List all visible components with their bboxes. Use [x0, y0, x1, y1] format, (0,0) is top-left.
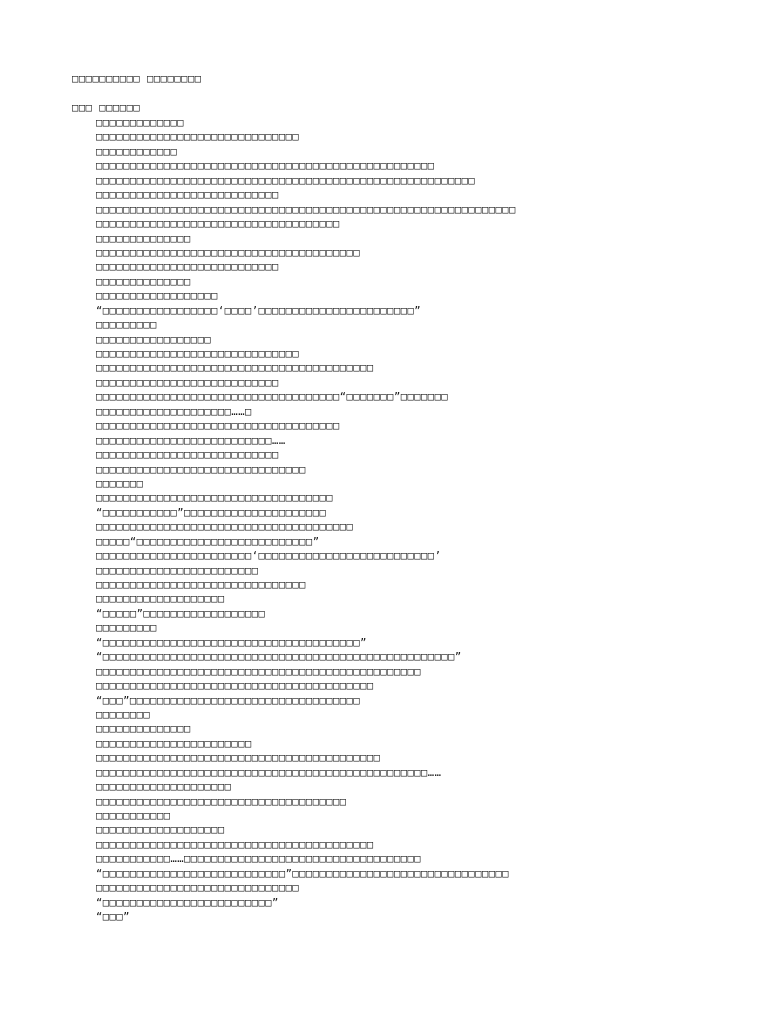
- text-line: □□□□□□□□□□□□□: [96, 117, 185, 129]
- text-line: □□□□□□□□□□□□□□□□□□□□□□□□□□□□□□□□□□□: [96, 492, 334, 505]
- text-line: □□□□□□□□□: [96, 622, 157, 635]
- document-title: □□□□□□□□□□ □□□□□□□□: [72, 73, 202, 85]
- text-line: “□□□□□”□□□□□□□□□□□□□□□□□□: [96, 607, 266, 620]
- text-line: □□□□□□□□□□□□□□□□□□□□□□□□□□□□□□: [96, 348, 300, 360]
- text-line: “□□□□□□□□□□□□□□□□□□□□□□□□□□□□□□□□□□□□□□□□□□□□□□□□□□□□”: [96, 651, 462, 664]
- text-line: □□□□□□□□□□□□□□□□□□□□□□□□□□□□□□□□□□□□□□□□□□□□□□□□: [96, 665, 422, 678]
- text-line: □□□□□□□□□□□□□□□□□□□□□□□□□□□□□□□□□□□□□□□□□: [96, 838, 374, 851]
- text-line: □□□□□□□□□□□□□□□□□□□□□□□□□□□□□□□□□□□□□□□□□: [96, 362, 374, 375]
- text-line: □□□□□□□□□□□□□□□□□□□□□□□□□□□□□□: [96, 131, 300, 144]
- text-line: “□□□□□□□□□□□”□□□□□□□□□□□□□□□□□□□□□: [96, 506, 327, 519]
- text-line: □□□□□□□□□□□□□□□□□□□□□□□□□□□□□□□□□□□□: [96, 218, 340, 231]
- text-line: □□□□□□□: [96, 477, 144, 490]
- text-line: □□□□□□□□□□□□□□□□□□□□□□□□□□□□□□□□□□□□□□□□□□□□□□□□□□: [96, 160, 435, 173]
- text-line: □□□□□□□□□□□□□□□□□□□□□□□□□□□: [96, 449, 279, 462]
- text-line: □□□□□□□□□: [96, 319, 157, 332]
- text-line: □□□□□□□□□□□□□□: [96, 275, 191, 288]
- text-line: “□□□□□□□□□□□□□□□□□‘□□□□’□□□□□□□□□□□□□□□□□□□□□□□”: [96, 304, 422, 317]
- text-line: □□□□□□□□□□□□□□□□□□□□□□□□□□□□□□□□□□□□“□□□□□□□”□□□□□□□: [96, 391, 449, 404]
- text-line: □□□□□□□□□□□□□□: [96, 723, 191, 736]
- text-line: □□□□□□□□□□□□□□□□□□: [96, 290, 218, 303]
- text-line: □□□□□□□□□□□□□□□□□□□□□□□□: [96, 564, 259, 577]
- text-line: □□□□□□□□□□□□□□□□□□□□□□□□□□□: [96, 189, 279, 202]
- text-line: □□□□□□□□□□□□□□□□□□□□□□□□□□□: [96, 261, 279, 274]
- text-line: “□□□□□□□□□□□□□□□□□□□□□□□□□□□”□□□□□□□□□□□□□□□□□□□□□□□□□□□□□□□□: [96, 867, 510, 880]
- text-line: □□□□□□□□: [96, 708, 151, 721]
- text-line: □□□□□□□□□□□□□□□□□□□□□□□□□□□□□□□□□□□□□□□□□□□□□□□□□……: [96, 766, 442, 779]
- text-line: □□□□□□□□□□□□□□□□□□□□□□□□□□□□□□□: [96, 463, 306, 476]
- text-line: □□□□□□□□□□□□□□□□□□□□□□□□□□□: [96, 376, 279, 389]
- text-line: □□□□□□□□□□□□□□□□□□□□□□□□□□□□□□□□□□□□□□□□□□□□□□□□□□□□□□□□□□□□□□: [96, 203, 516, 216]
- text-line: □□□□□□□□□□□□□□□□□□□□□□□□□□□□□□□□□□□□: [96, 420, 340, 433]
- text-line: □□□□□□□□□□□□□□□□□□□□□□□‘□□□□□□□□□□□□□□□□□□□□□□□□□□’: [96, 550, 442, 563]
- text-line: “□□□”: [96, 911, 130, 924]
- text-line: □□□□□□□□□□□□□□□□□□□: [96, 824, 225, 837]
- text-line: □□□□□□□□□□□□□□□□□□□□□□□□□□□□□□□□□□□□□□□□□: [96, 680, 374, 693]
- text-line: □□□□□□□□□□□□□□□□□□□□□□□□□□□□□□□□□□□□□□□□□□□□□□□□□□□□□□□□: [96, 174, 476, 187]
- text-line: □□□□□□□□□□□□□□□□□□□□□□□□□□□□□□□□□□□□□□□: [96, 246, 361, 259]
- text-line: □□□□□□□□□□□□: [96, 145, 178, 158]
- text-line: □□□□□□□□□□□□□□□□□□□□□□□□□□……: [96, 434, 286, 447]
- text-line: “□□□□□□□□□□□□□□□□□□□□□□□□□□□□□□□□□□□□□□”: [96, 636, 367, 649]
- text-line: □□□□□□□□□□□□□□□□□□□□……□: [96, 405, 252, 418]
- text-line: □□□□□□□□□□□□□□□□□: [96, 333, 212, 346]
- text-line: □□□□□□□□□□□□□□□□□□□□□□□□□□□□□□□□□□□□□: [96, 795, 347, 808]
- text-line: “□□□”□□□□□□□□□□□□□□□□□□□□□□□□□□□□□□□□□□: [96, 694, 361, 707]
- text-line: □□□□□□□□□□□□□□□□□□□□□□□□□□□□□□□□□□□□□□□□□□: [96, 752, 381, 765]
- text-line: □□□□□□□□□□□□□□□□□□□: [96, 593, 225, 606]
- text-line: □□□□□“□□□□□□□□□□□□□□□□□□□□□□□□□□”: [96, 535, 320, 548]
- body-text: [96, 116, 516, 925]
- text-line: □□□□□□□□□□□□□□□□□□□□□□□□□□□□□□□: [96, 579, 306, 591]
- text-line: □□□□□□□□□□□□□□: [96, 232, 191, 245]
- text-line: □□□□□□□□□□□□□□□□□□□□□□□□□□□□□□□□□□□□□□: [96, 521, 354, 534]
- text-line: □□□□□□□□□□□: [96, 810, 171, 822]
- section-heading: □□□ □□□□□□: [72, 102, 141, 114]
- text-line: □□□□□□□□□□□……□□□□□□□□□□□□□□□□□□□□□□□□□□□□□□□□□□□: [96, 853, 422, 866]
- text-line: □□□□□□□□□□□□□□□□□□□□□□□□□□□□□□: [96, 882, 300, 895]
- text-line: □□□□□□□□□□□□□□□□□□□□□□□: [96, 737, 252, 750]
- text-line: □□□□□□□□□□□□□□□□□□□□: [96, 781, 232, 794]
- text-line: “□□□□□□□□□□□□□□□□□□□□□□□□□”: [96, 896, 279, 909]
